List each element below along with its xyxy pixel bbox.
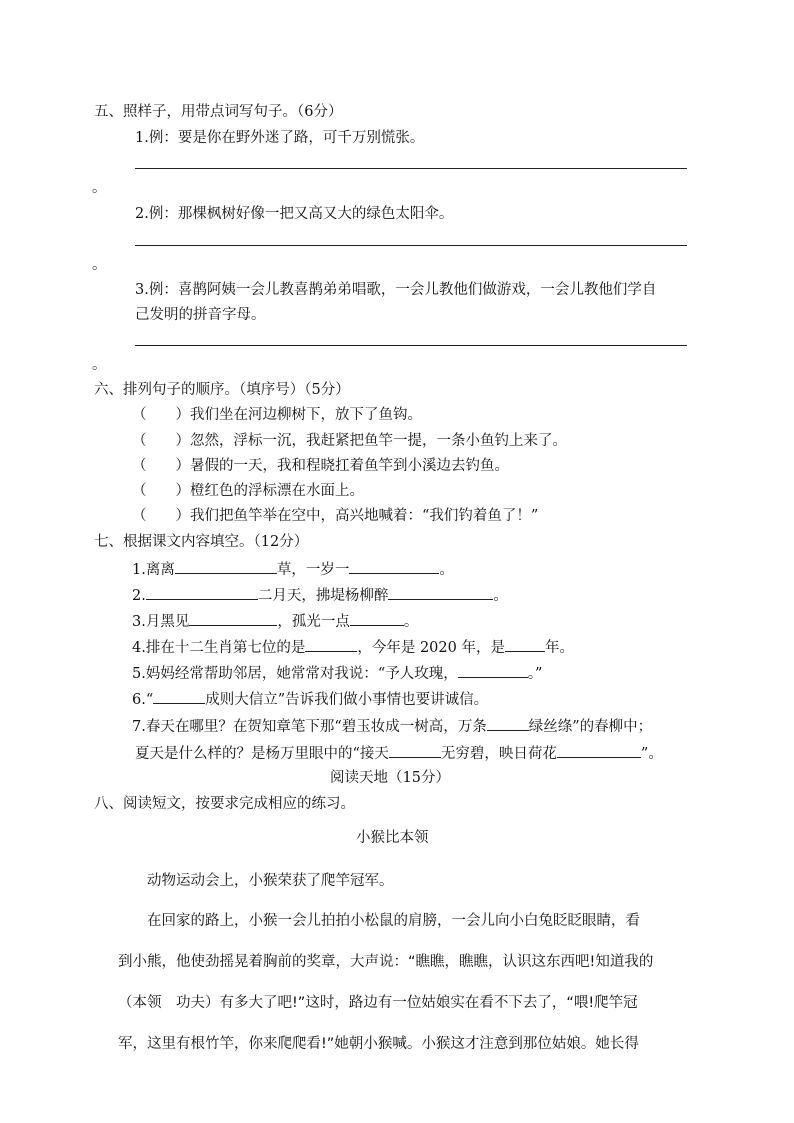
s6-item-3[interactable]: （ ）暑假的一天，我和程晓扛着鱼竿到小溪边去钓鱼。	[132, 458, 509, 474]
s7-q4-a: 4.排在十二生肖第七位的是	[132, 640, 306, 656]
s7-q1-c: 。	[439, 562, 454, 578]
s7-q4-blank-1[interactable]	[305, 636, 357, 652]
s5-end-3: 。	[92, 357, 107, 373]
s5-item-1: 1.例：要是你在野外迷了路，可千万别慌张。	[135, 130, 425, 146]
s7-q7-line2	[135, 742, 663, 764]
s5-answer-line-2[interactable]	[135, 245, 687, 246]
s6-item-1[interactable]: （ ）我们坐在河边柳树下，放下了鱼钩。	[132, 407, 422, 423]
s7-q1-b: 草，一岁一	[276, 562, 350, 578]
s7-q3	[132, 610, 418, 632]
section-6-heading: 六、排列句子的顺序。（填序号）（5分）	[94, 382, 350, 398]
s7-q4-c: 年。	[544, 640, 574, 656]
story-line-4: （本领 功夫）有多大了吧!”这时，路边有一位姑娘实在看不下去了，“喂!爬竿冠	[118, 995, 638, 1011]
s7-q6-a: 6.“	[132, 692, 154, 708]
s7-q2-a: 2.	[132, 588, 146, 604]
s7-q7-blank-2[interactable]	[389, 742, 441, 758]
s7-q5-blank-1[interactable]	[458, 662, 528, 678]
section-8-heading: 八、阅读短文，按要求完成相应的练习。	[94, 796, 355, 812]
s7-q2-blank-1[interactable]	[146, 584, 258, 600]
s6-item-5[interactable]: （ ）我们把鱼竿举在空中，高兴地喊着：“我们钓着鱼了！”	[132, 508, 539, 524]
s6-item-2[interactable]: （ ）忽然，浮标一沉，我赶紧把鱼竿一提，一条小鱼钓上来了。	[132, 433, 567, 449]
s5-item-2: 2.例：那棵枫树好像一把又高又大的绿色太阳伞。	[135, 206, 454, 222]
story-title: 小猴比本领	[356, 830, 429, 846]
s5-item-3-line2: 己发明的拼音字母。	[135, 307, 266, 323]
s7-q5-b: 。”	[527, 666, 543, 682]
s7-q4	[132, 636, 574, 658]
section-7-heading: 七、根据课文内容填空。（12分）	[94, 534, 309, 550]
s7-q6-blank-1[interactable]	[153, 688, 205, 704]
s5-end-2: 。	[92, 257, 107, 273]
s7-q1-a: 1.离离	[132, 562, 175, 578]
s7-q7-b: 绿丝绦”的春柳中；	[528, 719, 653, 735]
s6-item-4[interactable]: （ ）橙红色的浮标漂在水面上。	[132, 483, 364, 499]
s7-q2-b: 二月天，拂堤杨柳醉	[257, 588, 389, 604]
s7-q2-c: 。	[493, 588, 508, 604]
s7-q7-c: 夏天是什么样的？是杨万里眼中的“接天	[135, 746, 389, 762]
s7-q7-d: 无穷碧，映日荷花	[440, 746, 557, 762]
s7-q3-c: 。	[403, 614, 419, 630]
s7-q7-e: ”。	[640, 746, 663, 762]
story-line-1: 动物运动会上，小猴荣获了爬竿冠军。	[147, 873, 394, 889]
story-line-3: 到小熊，他使劲摇晃着胸前的奖章，大声说：“瞧瞧，瞧瞧，认识这东西吧!知道我的	[118, 954, 654, 970]
s5-answer-line-3[interactable]	[135, 345, 687, 346]
s7-q7-blank-3[interactable]	[557, 742, 641, 758]
s7-q7-line1	[132, 715, 652, 737]
s7-q5	[132, 662, 542, 684]
s7-q3-blank-2[interactable]	[350, 610, 404, 626]
s7-q1	[132, 558, 454, 580]
s7-q1-blank-2[interactable]	[349, 558, 439, 574]
s7-q2	[132, 584, 508, 606]
s5-end-1: 。	[92, 180, 107, 196]
s7-q3-a: 3.月黑见	[132, 614, 190, 630]
s7-q2-blank-2[interactable]	[388, 584, 493, 600]
s7-q6	[132, 688, 488, 710]
s7-q5-a: 5.妈妈经常帮助邻居，她常常对我说：“予人玫瑰，	[132, 666, 458, 682]
reading-title: 阅读天地（15分）	[330, 770, 450, 786]
s7-q3-blank-1[interactable]	[189, 610, 277, 626]
s5-answer-line-1[interactable]	[135, 168, 687, 169]
s7-q6-b: 成则大信立”告诉我们做小事情也要讲诚信。	[205, 692, 489, 708]
s7-q3-b: ，孤光一点	[277, 614, 350, 630]
s7-q4-b: ，今年是 2020 年，是	[357, 640, 505, 656]
story-line-2: 在回家的路上，小猴一会儿拍拍小松鼠的肩膀，一会儿向小白兔眨眨眼睛，看	[147, 913, 640, 929]
story-line-5: 军，这里有根竹竿，你来爬爬看!”她朝小猴喊。小猴这才注意到那位姑娘。她长得	[118, 1036, 639, 1052]
s7-q1-blank-1[interactable]	[175, 558, 277, 574]
section-5-heading: 五、照样子，用带点词写句子。（6分）	[94, 104, 343, 120]
s7-q7-blank-1[interactable]	[487, 715, 529, 731]
s7-q4-blank-2[interactable]	[505, 636, 545, 652]
s5-item-3-line1: 3.例：喜鹊阿姨一会儿教喜鹊弟弟唱歌，一会儿教他们做游戏，一会儿教他们学自	[135, 282, 657, 298]
s7-q7-a: 7.春天在哪里？在贺知章笔下那“碧玉妆成一树高，万条	[132, 719, 487, 735]
